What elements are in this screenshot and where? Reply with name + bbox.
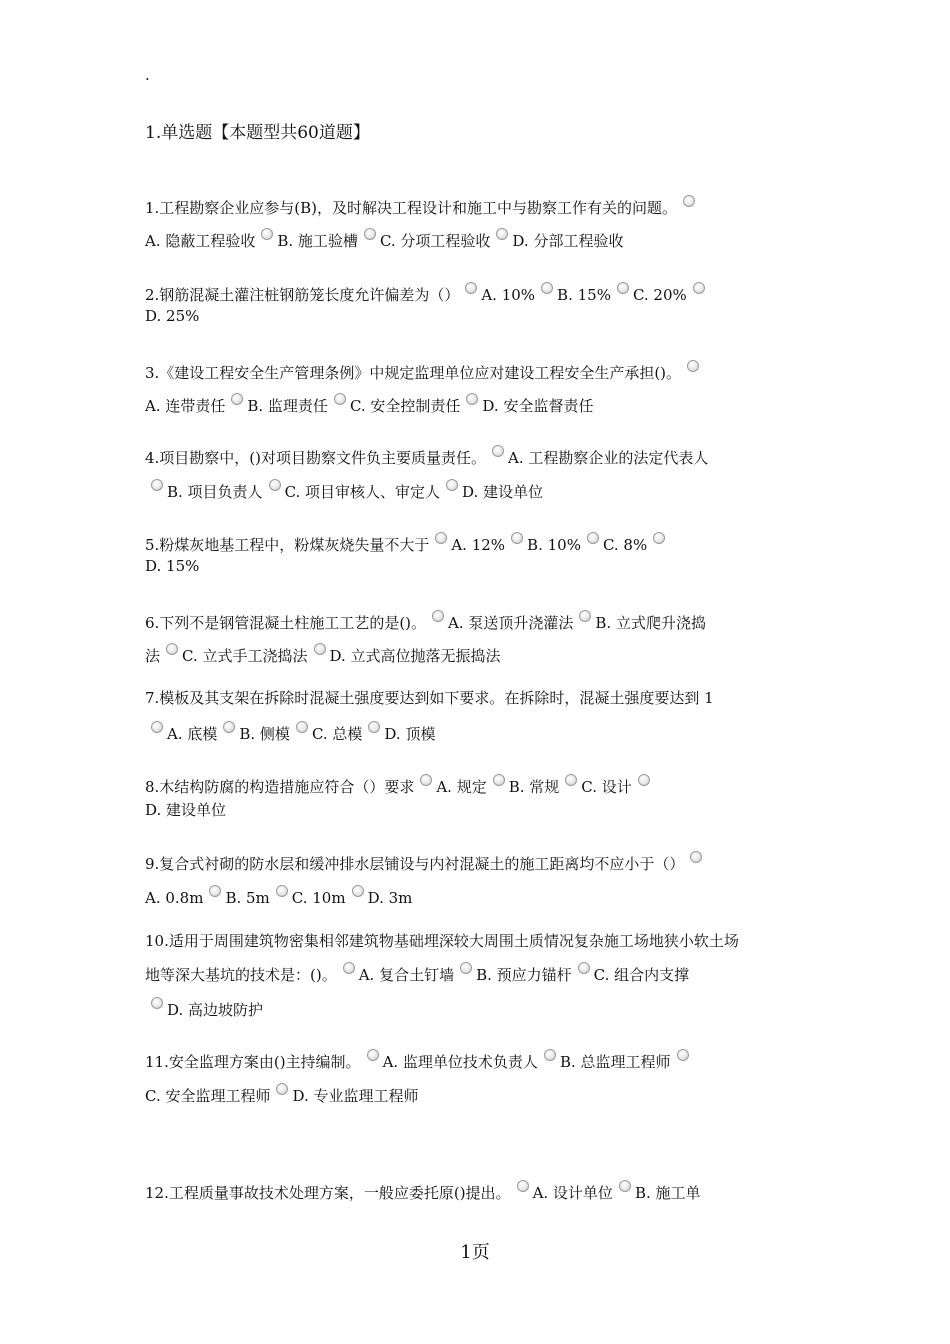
radio-option-icon[interactable] — [578, 962, 590, 974]
radio-option-icon[interactable] — [364, 228, 376, 240]
question-text: 10.适用于周围建筑物密集相邻建筑物基础埋深较大周围土质情况复杂施工场地狭小软土场 — [145, 932, 739, 950]
radio-option-icon[interactable] — [492, 445, 504, 457]
radio-option-icon[interactable] — [151, 997, 163, 1009]
question-text: C. 20% — [632, 286, 687, 304]
question-12-line — [145, 1180, 701, 1203]
question-text: C. 总模 — [311, 725, 363, 743]
question-text: A. 工程勘察企业的法定代表人 — [508, 449, 709, 467]
radio-option-icon[interactable] — [269, 479, 281, 491]
question-text: C. 项目审核人、审定人 — [284, 483, 441, 501]
question-text: B. 常规 — [508, 778, 560, 796]
question-text: D. 专业监理工程师 — [292, 1087, 419, 1105]
question-text: A. 10% — [481, 286, 536, 304]
question-text: D. 立式高位抛落无振捣法 — [329, 647, 501, 665]
question-text: 7.模板及其支架在拆除时混凝土强度要达到如下要求。在拆除时，混凝土强度要达到 1 — [145, 689, 714, 707]
radio-option-icon[interactable] — [619, 1180, 631, 1192]
question-10-line — [145, 997, 263, 1020]
question-text: D. 建设单位 — [145, 801, 227, 819]
radio-option-icon[interactable] — [517, 1180, 529, 1192]
question-text: A. 泵送顶升浇灌法 — [448, 614, 574, 632]
question-1-line — [145, 228, 623, 251]
question-text: A. 监理单位技术负责人 — [382, 1053, 538, 1071]
question-text: D. 安全监督责任 — [482, 397, 594, 415]
radio-option-icon[interactable] — [231, 393, 243, 405]
radio-option-icon[interactable] — [432, 610, 444, 622]
question-text: B. 侧模 — [239, 725, 290, 743]
radio-option-icon[interactable] — [653, 532, 665, 544]
radio-option-icon[interactable] — [460, 962, 472, 974]
question-text: 1.工程勘察企业应参与(B)，及时解决工程设计和施工中与勘察工作有关的问题。 — [145, 199, 678, 217]
question-text: D. 建设单位 — [462, 483, 544, 501]
question-text: 6.下列不是钢管混凝土柱施工工艺的是()。 — [145, 614, 427, 632]
radio-option-icon[interactable] — [446, 479, 458, 491]
question-text: C. 分项工程验收 — [379, 232, 491, 250]
radio-option-icon[interactable] — [367, 1049, 379, 1061]
question-text: A. 规定 — [436, 778, 487, 796]
question-7-line — [145, 721, 435, 744]
question-text: D. 3m — [367, 889, 413, 907]
radio-option-icon[interactable] — [687, 360, 699, 372]
question-text: B. 施工验槽 — [277, 232, 358, 250]
question-text: A. 0.8m — [145, 889, 204, 907]
question-9-line — [145, 885, 412, 907]
radio-option-icon[interactable] — [151, 479, 163, 491]
question-text: B. 10% — [527, 536, 581, 554]
section-heading: 1.单选题【本题型共60道题】 — [145, 123, 370, 143]
question-11-line — [145, 1049, 693, 1072]
question-4-line — [145, 479, 543, 502]
radio-option-icon[interactable] — [693, 282, 705, 294]
question-text: A. 连带责任 — [145, 397, 226, 415]
question-5-line — [145, 532, 669, 555]
radio-option-icon[interactable] — [334, 393, 346, 405]
question-text: B. 项目负责人 — [167, 483, 263, 501]
radio-option-icon[interactable] — [209, 885, 221, 897]
question-3-line — [145, 360, 703, 383]
question-text: D. 25% — [145, 307, 200, 325]
radio-option-icon[interactable] — [261, 228, 273, 240]
question-text: C. 10m — [291, 889, 346, 907]
question-text: A. 底模 — [167, 725, 218, 743]
radio-option-icon[interactable] — [276, 1083, 288, 1095]
question-text: 3.《建设工程安全生产管理条例》中规定监理单位应对建设工程安全生产承担()。 — [145, 364, 682, 382]
question-text: D. 高边坡防护 — [167, 1001, 264, 1019]
question-8-line — [145, 799, 226, 820]
radio-option-icon[interactable] — [579, 610, 591, 622]
question-text: C. 立式手工浇捣法 — [182, 647, 308, 665]
radio-option-icon[interactable] — [690, 851, 702, 863]
radio-option-icon[interactable] — [352, 885, 364, 897]
radio-option-icon[interactable] — [314, 643, 326, 655]
radio-option-icon[interactable] — [511, 532, 523, 544]
question-text: A. 复合土钉墙 — [358, 966, 455, 984]
radio-option-icon[interactable] — [493, 774, 505, 786]
radio-option-icon[interactable] — [465, 282, 477, 294]
question-text: 12.工程质量事故技术处理方案，一般应委托原()提出。 — [145, 1184, 511, 1202]
question-4-line — [145, 445, 708, 468]
question-text: 4.项目勘察中，()对项目勘察文件负主要质量责任。 — [145, 449, 487, 467]
question-text: 11.安全监理方案由()主持编制。 — [145, 1053, 361, 1071]
radio-option-icon[interactable] — [496, 228, 508, 240]
question-text: C. 设计 — [581, 778, 632, 796]
question-text: C. 安全控制责任 — [349, 397, 461, 415]
question-3-line — [145, 393, 593, 416]
question-text: B. 立式爬升浇捣 — [595, 614, 706, 632]
question-text: 法 — [145, 647, 161, 665]
radio-option-icon[interactable] — [587, 532, 599, 544]
radio-option-icon[interactable] — [435, 532, 447, 544]
radio-option-icon[interactable] — [296, 721, 308, 733]
question-11-line — [145, 1083, 419, 1106]
radio-option-icon[interactable] — [166, 643, 178, 655]
question-text: 2.钢筋混凝土灌注桩钢筋笼长度允许偏差为（） — [145, 286, 460, 304]
question-text: A. 12% — [451, 536, 506, 554]
radio-option-icon[interactable] — [683, 195, 695, 207]
question-9-line — [145, 851, 706, 874]
radio-option-icon[interactable] — [151, 721, 163, 733]
question-10-line — [145, 962, 689, 985]
radio-option-icon[interactable] — [420, 774, 432, 786]
question-text: B. 施工单 — [634, 1184, 701, 1202]
question-text: 5.粉煤灰地基工程中，粉煤灰烧失量不大于 — [145, 536, 430, 554]
question-text: B. 15% — [557, 286, 611, 304]
radio-option-icon[interactable] — [617, 282, 629, 294]
question-7-line — [145, 687, 714, 708]
question-2-line — [145, 307, 199, 325]
question-6-line — [145, 610, 706, 633]
question-text: D. 分部工程验收 — [512, 232, 624, 250]
question-text: C. 8% — [602, 536, 648, 554]
question-text: 8.木结构防腐的构造措施应符合（）要求 — [145, 778, 415, 796]
radio-option-icon[interactable] — [276, 885, 288, 897]
radio-option-icon[interactable] — [223, 721, 235, 733]
radio-option-icon[interactable] — [677, 1049, 689, 1061]
radio-option-icon[interactable] — [541, 282, 553, 294]
radio-option-icon[interactable] — [565, 774, 577, 786]
radio-option-icon[interactable] — [466, 393, 478, 405]
radio-option-icon[interactable] — [368, 721, 380, 733]
question-text: B. 5m — [225, 889, 270, 907]
question-text: A. 隐蔽工程验收 — [145, 232, 256, 250]
question-text: D. 顶模 — [384, 725, 436, 743]
question-1-line — [145, 195, 699, 218]
radio-option-icon[interactable] — [343, 962, 355, 974]
question-text: B. 预应力锚杆 — [476, 966, 572, 984]
page-number: 1页 — [460, 1242, 490, 1263]
page-dot: . — [145, 66, 150, 84]
question-text: B. 总监理工程师 — [559, 1053, 671, 1071]
question-8-line — [145, 774, 654, 797]
question-text: B. 监理责任 — [247, 397, 328, 415]
radio-option-icon[interactable] — [544, 1049, 556, 1061]
question-text: C. 安全监理工程师 — [145, 1087, 271, 1105]
question-text: D. 15% — [145, 557, 200, 575]
question-5-line — [145, 557, 199, 575]
question-text: 地等深大基坑的技术是：()。 — [145, 966, 337, 984]
radio-option-icon[interactable] — [638, 774, 650, 786]
question-text: 9.复合式衬砌的防水层和缓冲排水层铺设与内衬混凝土的施工距离均不应小于（） — [145, 855, 685, 873]
question-6-line — [145, 643, 501, 666]
question-10-line — [145, 930, 739, 951]
question-text: A. 设计单位 — [532, 1184, 613, 1202]
question-text: C. 组合内支撑 — [593, 966, 690, 984]
question-2-line — [145, 282, 709, 305]
